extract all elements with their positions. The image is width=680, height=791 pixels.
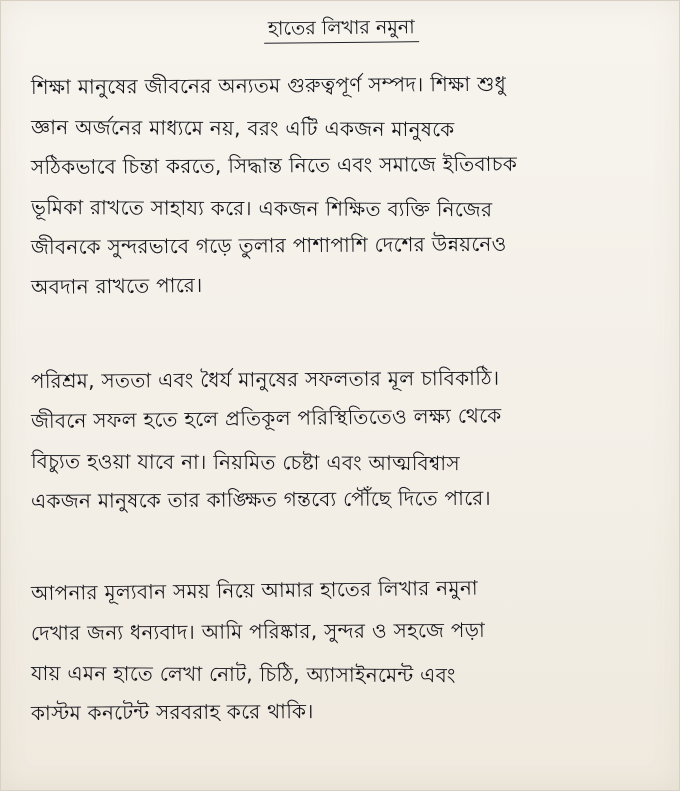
text-line: শিক্ষা মানুষের জীবনের অন্যতম গুরুত্বপূর্ণ সম্পদ। শিক্ষা শুধু bbox=[30, 71, 507, 99]
paragraph-1 bbox=[31, 67, 659, 307]
text-line: আপনার মূল্যবান সময় নিয়ে আমার হাতের লিখার নমুনা bbox=[30, 575, 479, 605]
paragraph-2 bbox=[31, 361, 659, 521]
text-line: জ্ঞান অর্জনের মাধ্যমে নয়, বরং এটি একজন মানুষকে bbox=[30, 115, 455, 142]
text-line: ভূমিকা রাখতে সাহায্য করে। একজন শিক্ষিত ব্যক্তি নিজের bbox=[30, 195, 493, 222]
page-title-text: হাতের লিখার নমুনা bbox=[264, 14, 419, 44]
text-line: দেখার জন্য ধন্যবাদ। আমি পরিষ্কার, সুন্দর ও সহজে পড়া bbox=[30, 617, 486, 645]
text-line: বিচ্যুত হওয়া যাবে না। নিয়মিত চেষ্টা এবং আত্মবিশ্বাস bbox=[30, 449, 461, 476]
text-line: একজন মানুষকে তার কাঙ্ক্ষিত গন্তব্যে পৌঁছে দিতে পারে। bbox=[30, 485, 492, 513]
paragraph-3 bbox=[31, 573, 659, 733]
text-line: সঠিকভাবে চিন্তা করতে, সিদ্ধান্ত নিতে এবং সমাজে ইতিবাচক bbox=[30, 151, 518, 179]
text-line: জীবনে সফল হতে হলে প্রতিকূল পরিস্থিতিতেও লক্ষ্য থেকে bbox=[30, 403, 502, 433]
text-line: অবদান রাখতে পারে। bbox=[30, 272, 203, 299]
text-line: যায় এমন হাতে লেখা নোট, চিঠি, অ্যাসাইনমেন্ট এবং bbox=[30, 661, 456, 688]
text-line: কাস্টম কনটেন্ট সরবরাহ করে থাকি। bbox=[30, 699, 314, 725]
text-line: পরিশ্রম, সততা এবং ধৈর্য মানুষের সফলতার মূল চাবিকাঠি। bbox=[30, 365, 500, 393]
text-line: জীবনকে সুন্দরভাবে গড়ে তুলার পাশাপাশি দেশের উন্নয়নেও bbox=[30, 231, 507, 259]
page-title bbox=[1, 15, 680, 43]
